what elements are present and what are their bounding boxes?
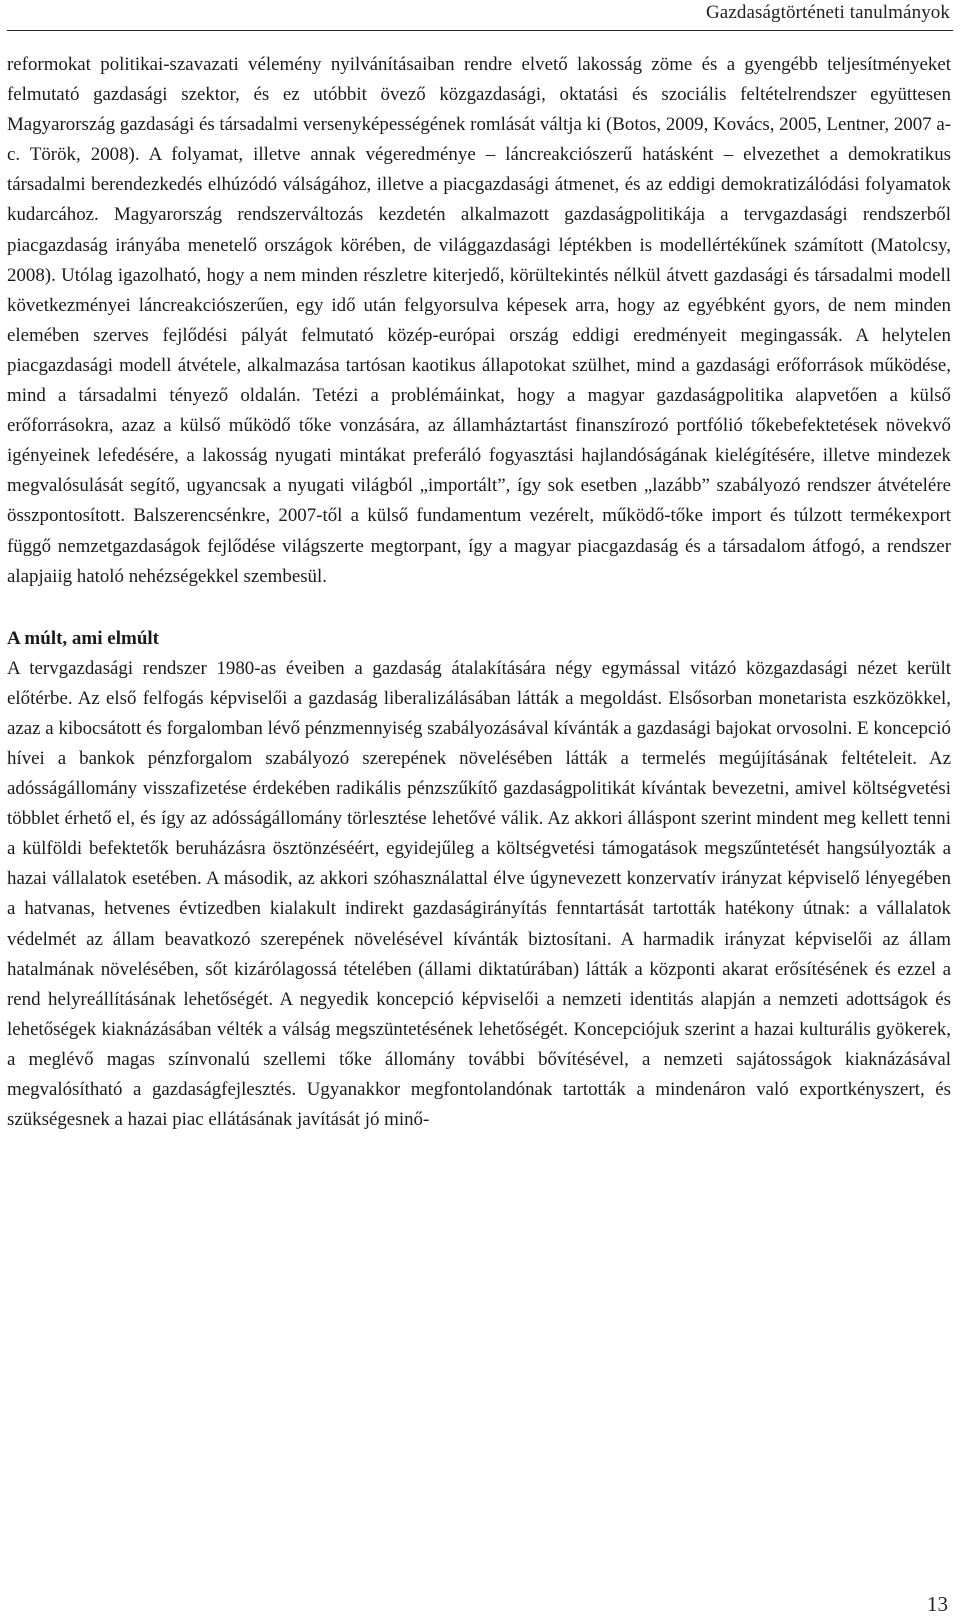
running-head-title: Gazdaságtörténeti tanulmányok <box>705 2 950 23</box>
header-rule <box>7 30 953 31</box>
section-heading: A múlt, ami elmúlt <box>7 627 159 649</box>
page-body <box>7 50 951 1135</box>
body-paragraph-2: A tervgazdasági rendszer 1980-as éveiben a gazdaság átalakítására négy egymással vitázó közgazdasági nézet került előtérbe. Az első felfogás képviselői a gazdaság liberalizálásában látták a megoldást. Elsősorban monetarista eszközökkel, azaz a kibocsátott és forgalomban lévő pénzmennyiség szabályozásával kívánták a gazdasági bajokat orvosolni. E koncepció hívei a bankok pénzforgalom szabályozó szerepének növelésében látták a termelés megújításának feltételeit. Az adósságállomány visszafizetése érdekében radikális pénzszűkítő gazdaságpolitikát kívántak bevezetni, amivel költségvetési többlet érhető el, és így az adósságállomány törlesztése lehetővé válik. Az akkori álláspont szerint mindent meg kellett tenni a külföldi befektetők beruházásra ösztönzéséért, egyidejűleg a költségvetési támogatások megszűntetését hangsúlyozták a hazai vállalatok esetében. A második, az akkori szóhasználattal élve úgynevezett konzervatív irányzat képviselő lényegében a hatvanas, hetvenes évtizedben kialakult indirekt gazdaságirányítás fenntartását tartották hatékony útnak: a vállalatok védelmét az állam beavatkozó szerepének növelésével kívánták biztosítani. A harmadik irányzat képviselői az állam hatalmának növelésében, sőt kizárólagossá tételében (állami diktatúrában) látták a központi akarat erősítésének és ezzel a rend helyreállításának lehetőségét. A negyedik koncepció képviselői a nemzeti identitás alapján a nemzeti adottságok és lehetőségek kiaknázásában vélték a válság megszüntetésének lehetőségét. Koncepciójuk szerint a hazai kulturális gyökerek, a meglévő magas színvonalú szellemi tőke állomány további bővítésével, a nemzeti sajátosságok kiaknázásával megvalósítható a gazdaságfejlesztés. Ugyanakkor megfontolandónak tartották a mindenáron való exportkényszert, és szükségesnek a hazai piac ellátásának javítását jó minő- <box>7 657 951 1131</box>
body-paragraph-1: reformokat politikai-szavazati vélemény nyilvánításaiban rendre elvető lakosság zöme és a gyengébb teljesítményeket felmutató gazdasági szektor, és ez utóbbit övező közgazdasági, oktatási és szociális feltételrendszer együttesen Magyarország gazdasági és társadalmi versenyképességének romlását váltja ki (Botos, 2009, Kovács, 2005, Lentner, 2007 a-c. Török, 2008). A folyamat, illetve annak végeredménye – láncreakciószerű hatásként – elvezethet a demokratikus társadalmi berendezkedés elhúzódó válságához, illetve a piacgazdasági átmenet, és az eddigi demokratizálódási folyamatok kudarcához. Magyarország rendszerváltozás kezdetén alkalmazott gazdaságpolitikája a tervgazdasági rendszerből piacgazdaság irányába menetelő országok körében, de világgazdasági léptékben is modellértékűnek számított (Matolcsy, 2008). Utólag igazolható, hogy a nem minden részletre kiterjedő, körültekintés nélkül átvett gazdasági és társadalmi modell következményei láncreakciószerűen, egy idő után felgyorsulva képesek arra, hogy az egyébként gyors, de nem minden elemében szerves fejlődési pályát felmutató közép-európai ország eddigi eredményeit megingassák. A helytelen piacgazdasági modell átvétele, alkalmazása tartósan kaotikus állapotokat szülhet, mind a gazdasági erőforrások működése, mind a társadalmi tényező oldalán. Tetézi a problémáinkat, hogy a magyar gazdaságpolitika alapvetően a külső erőforrásokra, azaz a külső működő tőke vonzására, az államháztartást finanszírozó portfólió tőkebefektetések növekvő igényeinek lefedésére, a lakosság nyugati mintákat preferáló fogyasztási hajlandóságának kielégítésére, illetve mindezek megvalósulását segítő, ugyancsak a nyugati világból „importált”, így sok esetben „lazább” szabályozó rendszer átvételére összpontosított. Balszerencsénkre, 2007-től a külső fundamentum vezérelt, működő-tőke import és túlzott termékexport függő nemzetgazdaságok fejlődése világszerte megtorpant, így a magyar piacgazdaság és a társadalom átfogó, a rendszer alapjaiig hatoló nehézségekkel szembesül. <box>7 54 952 587</box>
page-number: 13 <box>927 1592 948 1616</box>
